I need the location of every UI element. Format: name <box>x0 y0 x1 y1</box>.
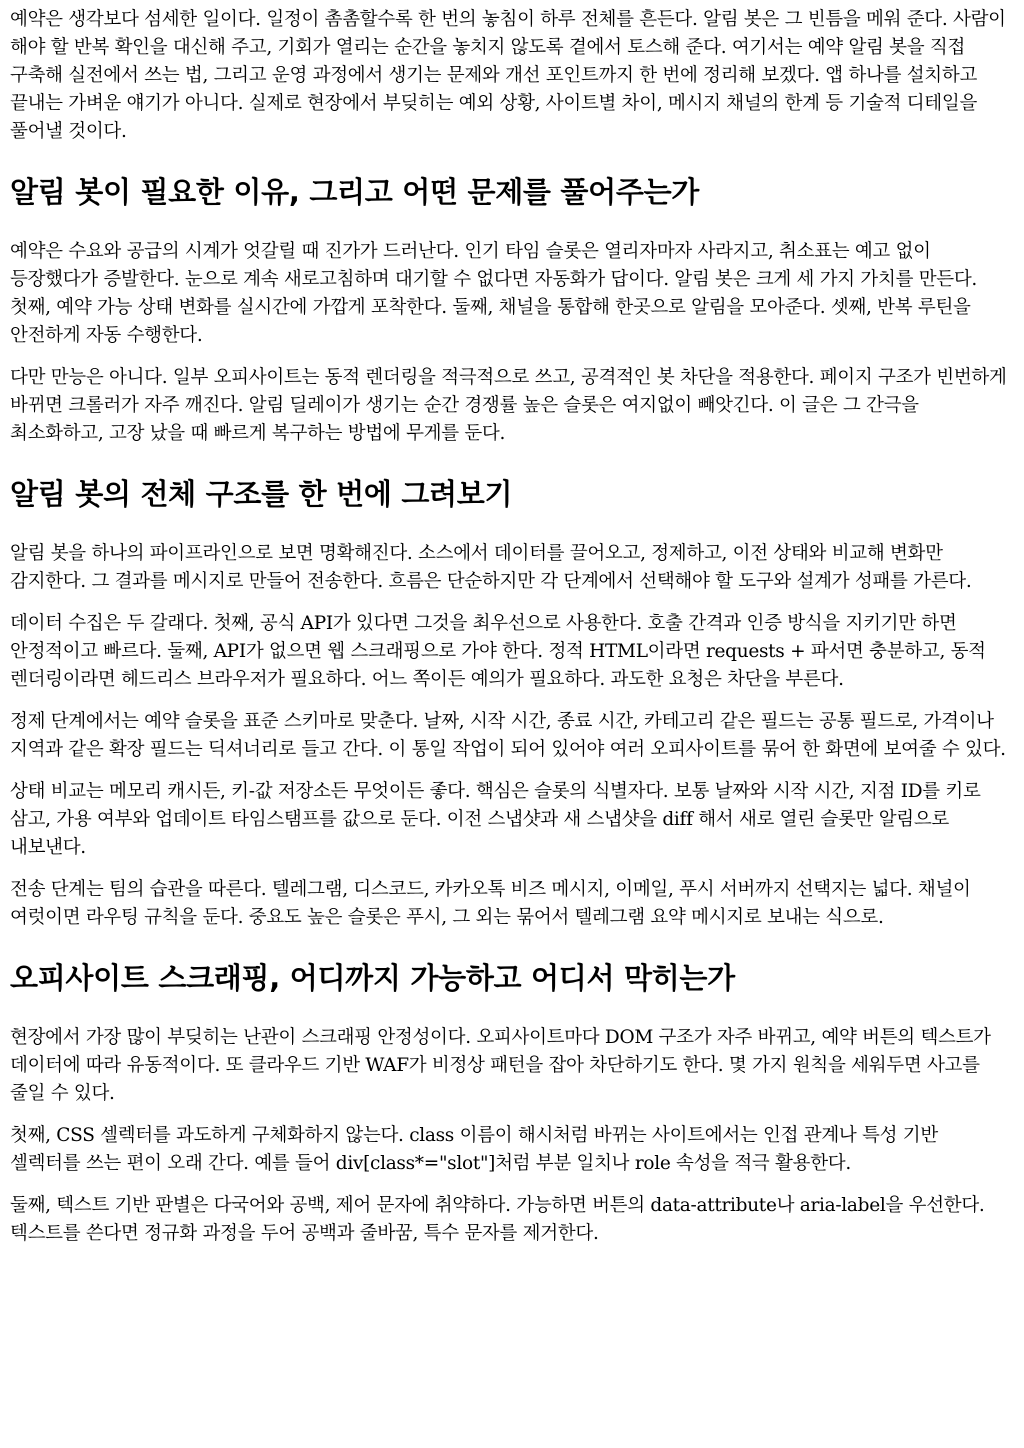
section3-paragraph-2: 첫째, CSS 셀렉터를 과도하게 구체화하지 않는다. class 이름이 해시처럼 바뀌는 사이트에서는 인접 관계나 특성 기반 셀렉터를 쓰는 편이 오래 간다. 예를 들어 div[class*="slot"]처럼 부분 일치나 role 속성을 적극 활용한다. <box>10 1125 938 1174</box>
section1-paragraph-2: 다만 만능은 아니다. 일부 오피사이트는 동적 렌더링을 적극적으로 쓰고, 공격적인 봇 차단을 적용한다. 페이지 구조가 빈번하게 바뀌면 크롤러가 자주 깨진다. 알림 딜레이가 생기는 순간 경쟁률 높은 슬롯은 여지없이 빼앗긴다. 이 글은 그 간극을 최소화하고, 고장 났을 때 빠르게 복구하는 방법에 무게를 둔다. <box>10 367 1007 444</box>
section-heading-why-bot: 알림 봇이 필요한 이유, 그리고 어떤 문제를 풀어주는가 <box>10 175 699 209</box>
section3-paragraph-3: 둘째, 텍스트 기반 판별은 다국어와 공백, 제어 문자에 취약하다. 가능하면 버튼의 data-attribute나 aria-label을 우선한다. 텍스트를 쓴다면 정규화 과정을 두어 공백과 줄바꿈, 특수 문자를 제거한다. <box>10 1195 985 1244</box>
intro-paragraph-1: 예약은 생각보다 섬세한 일이다. 일정이 촘촘할수록 한 번의 놓침이 하루 전체를 흔든다. 알림 봇은 그 빈틈을 메워 준다. 사람이 해야 할 반복 확인을 대신해 주고, 기회가 열리는 순간을 놓치지 않도록 곁에서 토스해 준다. 여기서는 예약 알림 봇을 직접 구축해 실전에서 쓰는 법, 그리고 운영 과정에서 생기는 문제와 개선 포인트까지 한 번에 정리해 보겠다. 앱 하나를 설치하고 끝내는 가벼운 얘기가 아니다. 실제로 현장에서 부딪히는 예외 상황, 사이트별 차이, 메시지 채널의 한계 등 기술적 디테일을 풀어낼 것이다. <box>10 9 1006 142</box>
section2-paragraph-2: 데이터 수집은 두 갈래다. 첫째, 공식 API가 있다면 그것을 최우선으로 사용한다. 호출 간격과 인증 방식을 지키기만 하면 안정적이고 빠르다. 둘째, API가 없으면 웹 스크래핑으로 가야 한다. 정적 HTML이라면 requests + 파서면 충분하고, 동적 렌더링이라면 헤드리스 브라우저가 필요하다. 어느 쪽이든 예의가 필요하다. 과도한 요청은 차단을 부른다. <box>10 613 986 690</box>
section-heading-architecture: 알림 봇의 전체 구조를 한 번에 그려보기 <box>10 477 513 511</box>
section-heading-scraping: 오피사이트 스크래핑, 어디까지 가능하고 어디서 막히는가 <box>10 961 735 995</box>
section2-paragraph-5: 전송 단계는 팀의 습관을 따른다. 텔레그램, 디스코드, 카카오톡 비즈 메시지, 이메일, 푸시 서버까지 선택지는 넓다. 채널이 여럿이면 라우팅 규칙을 둔다. 중요도 높은 슬롯은 푸시, 그 외는 묶어서 텔레그램 요약 메시지로 보내는 식으로. <box>10 879 971 928</box>
section2-paragraph-4: 상태 비교는 메모리 캐시든, 키-값 저장소든 무엇이든 좋다. 핵심은 슬롯의 식별자다. 보통 날짜와 시작 시간, 지점 ID를 키로 삼고, 가용 여부와 업데이트 타임스탬프를 값으로 둔다. 이전 스냅샷과 새 스냅샷을 diff 해서 새로 열린 슬롯만 알림으로 내보낸다. <box>10 781 981 858</box>
section2-paragraph-3: 정제 단계에서는 예약 슬롯을 표준 스키마로 맞춘다. 날짜, 시작 시간, 종료 시간, 카테고리 같은 필드는 공통 필드로, 가격이나 지역과 같은 확장 필드는 딕셔너리로 들고 간다. 이 통일 작업이 되어 있어야 여러 오피사이트를 묶어 한 화면에 보여줄 수 있다. <box>10 711 1006 760</box>
section2-paragraph-1: 알림 봇을 하나의 파이프라인으로 보면 명확해진다. 소스에서 데이터를 끌어오고, 정제하고, 이전 상태와 비교해 변화만 감지한다. 그 결과를 메시지로 만들어 전송한다. 흐름은 단순하지만 각 단계에서 선택해야 할 도구와 설계가 성패를 가른다. <box>10 543 972 592</box>
section3-paragraph-1: 현장에서 가장 많이 부딪히는 난관이 스크래핑 안정성이다. 오피사이트마다 DOM 구조가 자주 바뀌고, 예약 버튼의 텍스트가 데이터에 따라 유동적이다. 또 클라우드 기반 WAF가 비정상 패턴을 잡아 차단하기도 한다. 몇 가지 원칙을 세워두면 사고를 줄일 수 있다. <box>10 1027 991 1104</box>
section1-paragraph-1: 예약은 수요와 공급의 시계가 엇갈릴 때 진가가 드러난다. 인기 타임 슬롯은 열리자마자 사라지고, 취소표는 예고 없이 등장했다가 증발한다. 눈으로 계속 새로고침하며 대기할 수 없다면 자동화가 답이다. 알림 봇은 크게 세 가지 가치를 만든다. 첫째, 예약 가능 상태 변화를 실시간에 가깝게 포착한다. 둘째, 채널을 통합해 한곳으로 알림을 모아준다. 셋째, 반복 루틴을 안전하게 자동 수행한다. <box>10 241 978 346</box>
